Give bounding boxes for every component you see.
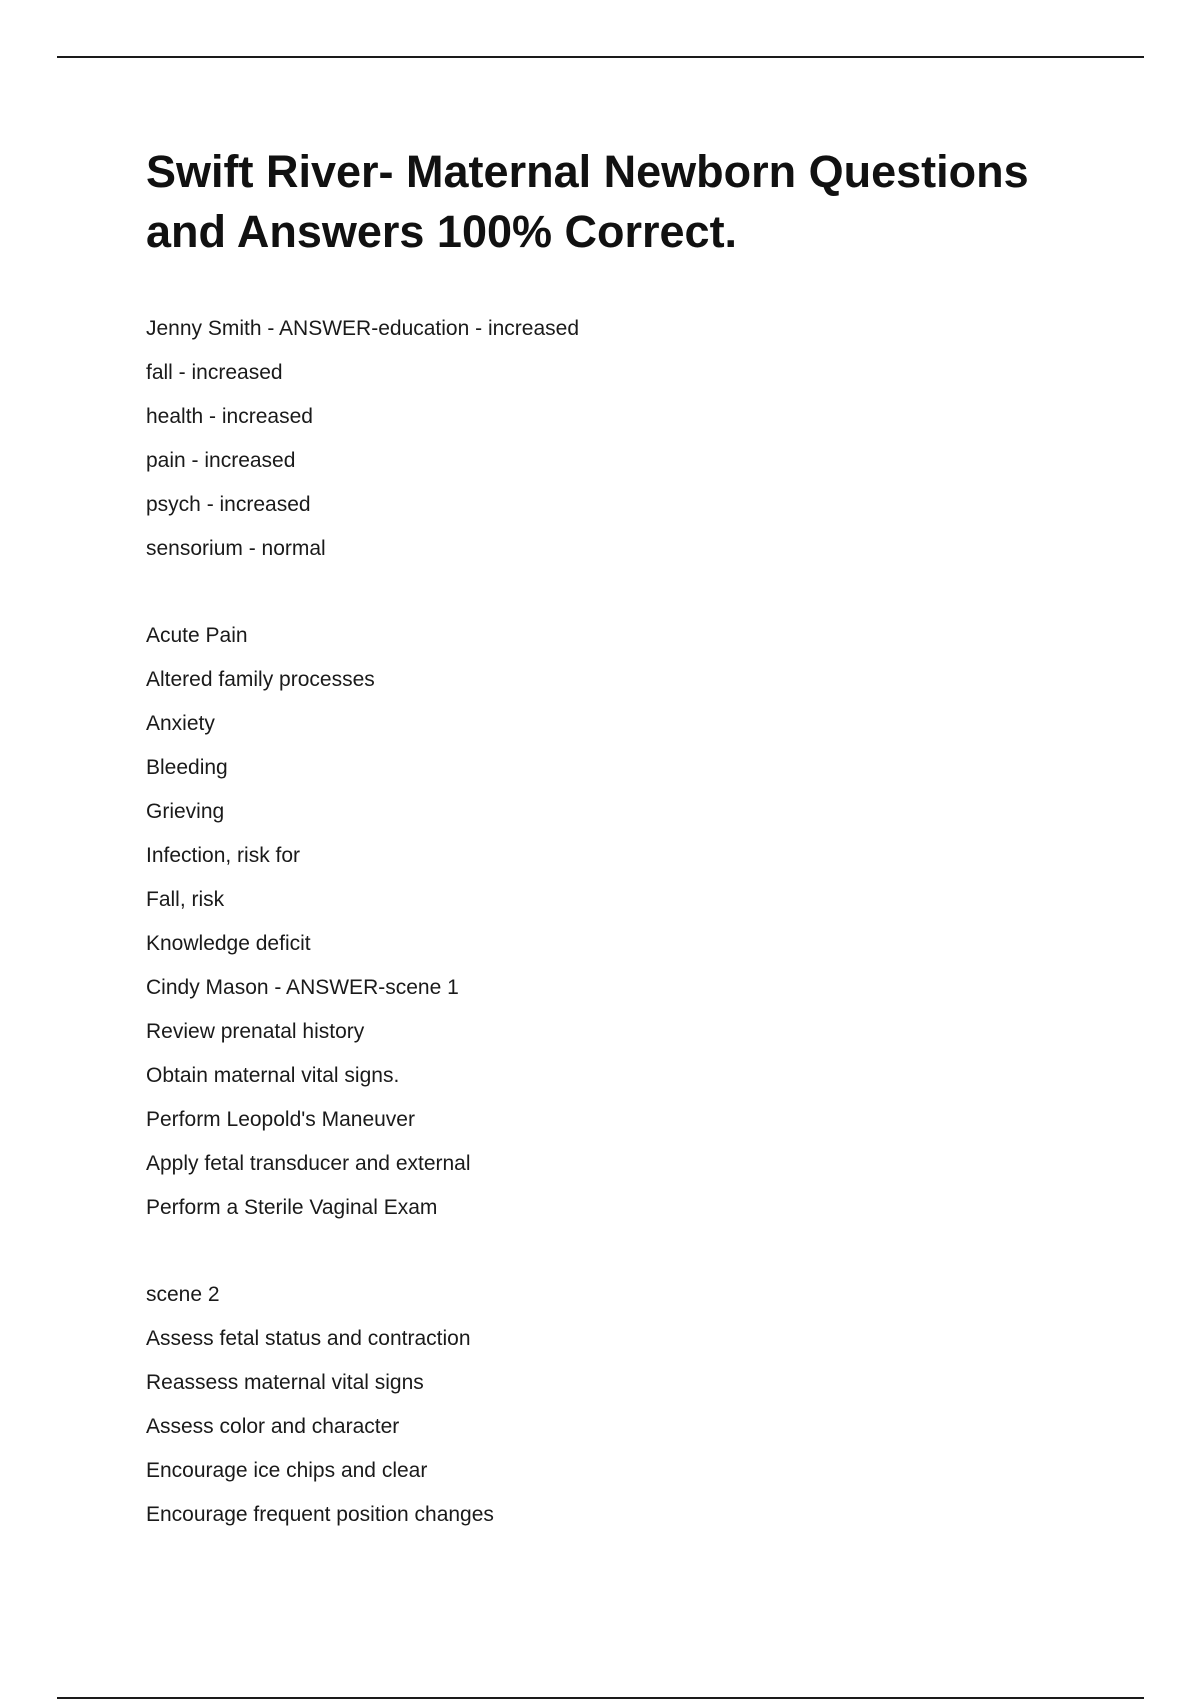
document-body: [146, 142, 1106, 1537]
text-line: psych - increased: [146, 493, 311, 516]
text-line: Acute Pain: [146, 624, 248, 647]
text-line: Assess color and character: [146, 1415, 400, 1438]
section-scene-2: [146, 1273, 1106, 1537]
text-line: Review prenatal history: [146, 1020, 365, 1043]
section-diagnoses-and-scene-1: [146, 614, 1106, 1230]
text-line: Altered family processes: [146, 668, 375, 691]
text-line: Encourage ice chips and clear: [146, 1459, 428, 1482]
page-bottom-rule: [57, 1697, 1144, 1699]
text-line: Fall, risk: [146, 888, 225, 911]
text-line: Grieving: [146, 800, 225, 823]
text-line: Reassess maternal vital signs: [146, 1371, 424, 1394]
text-line: Assess fetal status and contraction: [146, 1327, 471, 1350]
text-line: Perform Leopold's Maneuver: [146, 1108, 415, 1131]
text-line: Infection, risk for: [146, 844, 301, 867]
text-line: sensorium - normal: [146, 537, 326, 560]
section-jenny-smith: [146, 307, 1106, 571]
document-title: Swift River- Maternal Newborn Questions and Answers 100% Correct.: [146, 146, 1029, 257]
text-line: Cindy Mason - ANSWER-scene 1: [146, 976, 459, 999]
text-line: Obtain maternal vital signs.: [146, 1064, 400, 1087]
text-line: Jenny Smith - ANSWER-education - increased: [146, 317, 580, 340]
text-line: health - increased: [146, 405, 313, 428]
text-line: Bleeding: [146, 756, 228, 779]
text-line: Apply fetal transducer and external: [146, 1152, 471, 1175]
text-line: Knowledge deficit: [146, 932, 311, 955]
text-line: fall - increased: [146, 361, 283, 384]
text-line: Encourage frequent position changes: [146, 1503, 494, 1526]
text-line: pain - increased: [146, 449, 296, 472]
text-line: scene 2: [146, 1283, 220, 1306]
page-top-rule: [57, 56, 1144, 58]
text-line: Perform a Sterile Vaginal Exam: [146, 1196, 438, 1219]
text-line: Anxiety: [146, 712, 215, 735]
